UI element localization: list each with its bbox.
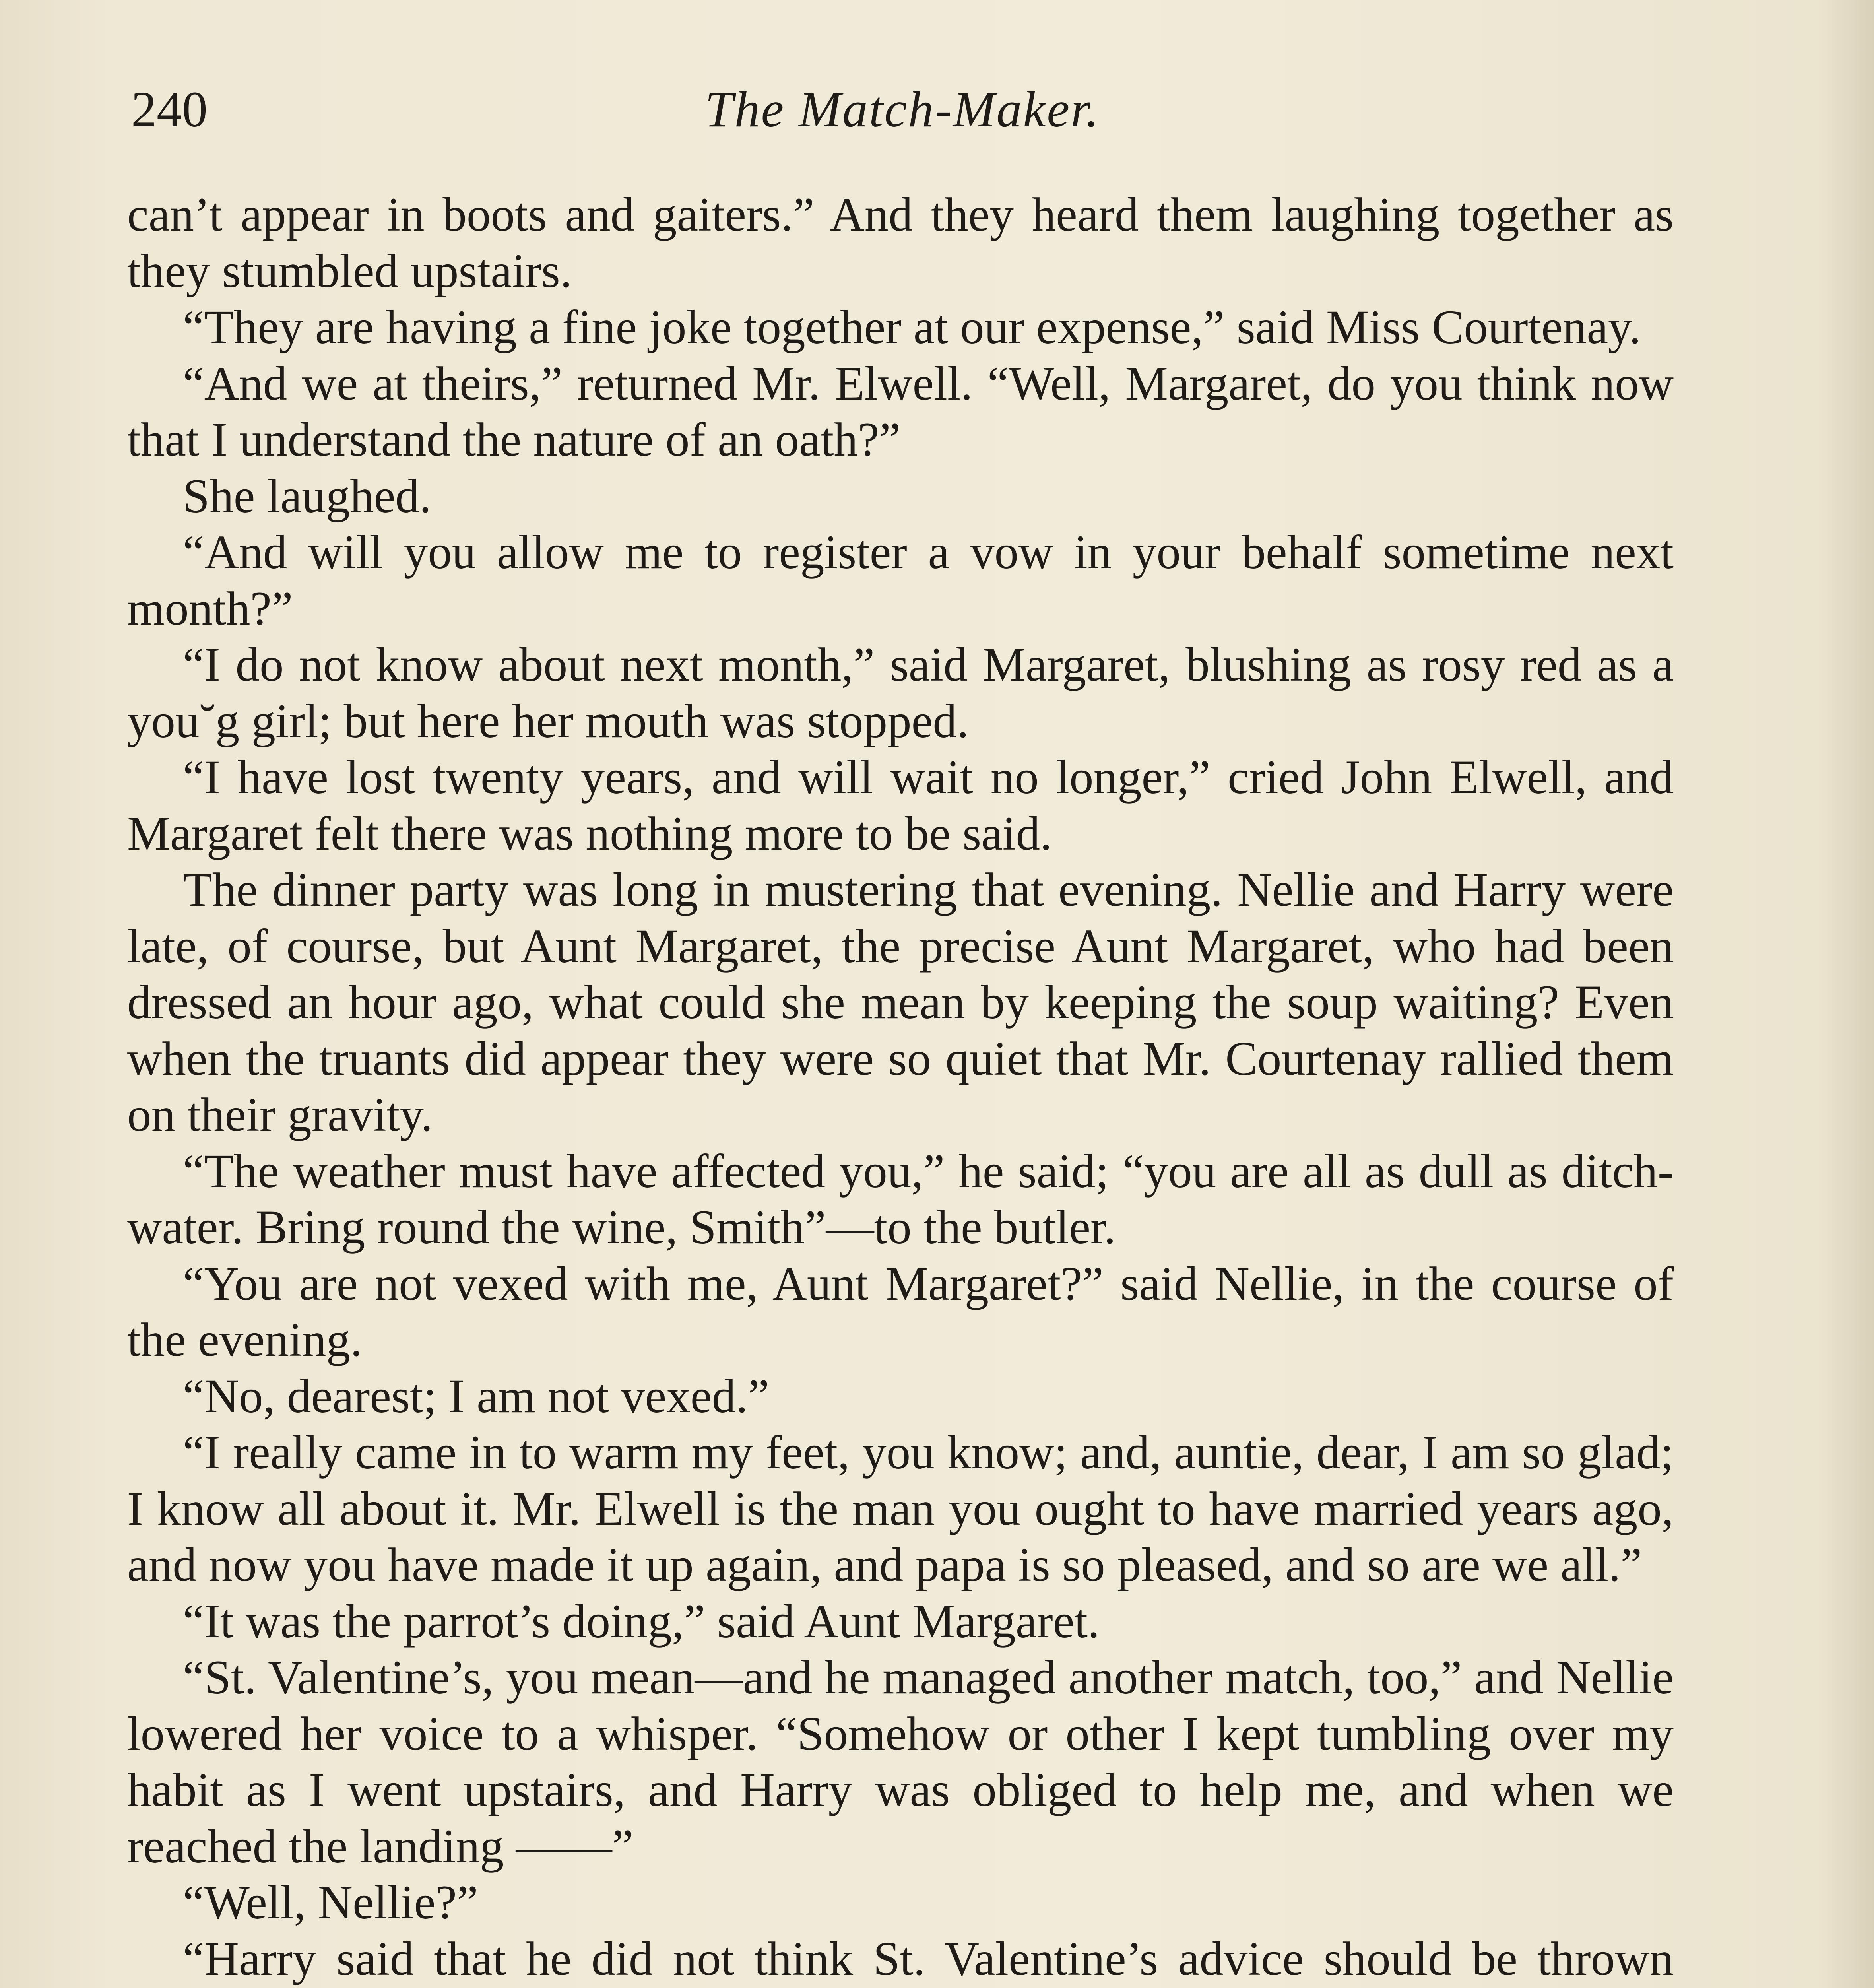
- page-header: [131, 80, 1674, 139]
- paragraph: “The weather must have affected you,” he said; “you are all as dull as ditch-water. Bring round the wine, Smith”—to the butler.: [127, 1144, 1674, 1254]
- paragraph: “Well, Nellie?”: [183, 1876, 478, 1929]
- paragraph: “It was the parrot’s doing,” said Aunt Margaret.: [183, 1594, 1100, 1648]
- paragraph: “I really came in to warm my feet, you know; and, auntie, dear, I am so glad; I know all about it. Mr. Elwell is the man you ought to have married years ago, and now you have made it up again, and papa is so pleased, and so are we all.”: [127, 1426, 1674, 1592]
- paragraph: She laughed.: [183, 469, 432, 523]
- paragraph: “St. Valentine’s, you mean—and he managed another match, too,” and Nellie lowered her voice to a whisper. “Somehow or other I kept tumbling over my habit as I went upstairs, and Harry was obliged to help me, and when we reached the landing ——”: [127, 1651, 1674, 1873]
- body-text: [127, 187, 1674, 1988]
- paragraph: “They are having a fine joke together at our expense,” said Miss Courtenay.: [183, 301, 1641, 354]
- paragraph: “And we at theirs,” returned Mr. Elwell. “Well, Margaret, do you think now that I understand the nature of an oath?”: [127, 357, 1674, 466]
- paragraph: “And will you allow me to register a vow in your behalf sometime next month?”: [127, 526, 1674, 635]
- paragraph: can’t appear in boots and gaiters.” And they heard them laughing together as they stumbled upstairs.: [127, 188, 1674, 298]
- paragraph: “I have lost twenty years, and will wait no longer,” cried John Elwell, and Margaret felt there was nothing more to be said.: [127, 751, 1674, 860]
- running-title: The Match-Maker.: [705, 81, 1100, 138]
- paragraph: “You are not vexed with me, Aunt Margaret?” said Nellie, in the course of the evening.: [127, 1257, 1674, 1367]
- paragraph: The dinner party was long in mustering that evening. Nellie and Harry were late, of course, but Aunt Margaret, the precise Aunt Margaret, who had been dressed an hour ago, what could she mean by keeping the soup waiting? Even when the truants did appear they were so quiet that Mr. Courtenay rallied them on their gravity.: [127, 863, 1674, 1142]
- paragraph: “Harry said that he did not think St. Valentine’s advice should be thrown: [183, 1932, 1674, 1986]
- page-number: 240: [131, 81, 208, 138]
- paragraph: “No, dearest; I am not vexed.”: [183, 1369, 769, 1423]
- paragraph: “I do not know about next month,” said Margaret, blushing as rosy red as a you˘g girl; but here her mouth was stopped.: [127, 638, 1674, 748]
